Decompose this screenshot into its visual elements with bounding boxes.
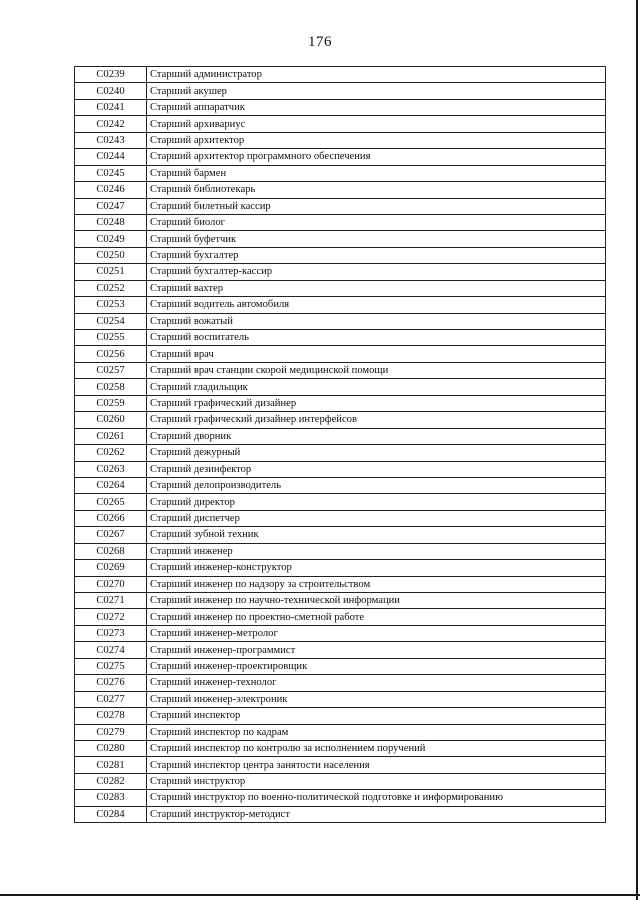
table-row bbox=[75, 494, 606, 510]
occupation-name: Старший бармен bbox=[147, 165, 606, 181]
occupation-name: Старший архитектор bbox=[147, 132, 606, 148]
occupation-code: C0281 bbox=[75, 757, 147, 773]
occupation-name: Старший аппаратчик bbox=[147, 99, 606, 115]
occupation-name: Старший инженер по научно-технической информации bbox=[147, 593, 606, 609]
table-row bbox=[75, 625, 606, 641]
table-row bbox=[75, 149, 606, 165]
occupation-name: Старший инженер-проектировщик bbox=[147, 658, 606, 674]
occupation-code: C0242 bbox=[75, 116, 147, 132]
occupation-code: C0274 bbox=[75, 642, 147, 658]
occupation-code: C0243 bbox=[75, 132, 147, 148]
occupation-code: C0272 bbox=[75, 609, 147, 625]
occupation-code: C0247 bbox=[75, 198, 147, 214]
table-row bbox=[75, 67, 606, 83]
occupation-code: C0276 bbox=[75, 675, 147, 691]
page-border-bottom bbox=[0, 894, 640, 896]
table-row bbox=[75, 362, 606, 378]
occupation-name: Старший инструктор-методист bbox=[147, 806, 606, 822]
occupation-code: C0254 bbox=[75, 313, 147, 329]
table-row bbox=[75, 297, 606, 313]
occupation-code: C0240 bbox=[75, 83, 147, 99]
table-row bbox=[75, 477, 606, 493]
table-row bbox=[75, 773, 606, 789]
occupation-code: C0241 bbox=[75, 99, 147, 115]
occupation-code: C0260 bbox=[75, 412, 147, 428]
occupation-name: Старший буфетчик bbox=[147, 231, 606, 247]
occupation-code: C0264 bbox=[75, 477, 147, 493]
occupation-code: C0246 bbox=[75, 182, 147, 198]
occupation-name: Старший инженер по проектно-сметной работе bbox=[147, 609, 606, 625]
table-row bbox=[75, 609, 606, 625]
occupation-code: C0261 bbox=[75, 428, 147, 444]
table-row bbox=[75, 132, 606, 148]
table-row bbox=[75, 264, 606, 280]
occupation-name: Старший инженер-метролог bbox=[147, 625, 606, 641]
occupation-name: Старший администратор bbox=[147, 67, 606, 83]
occupation-name: Старший врач станции скорой медицинской помощи bbox=[147, 362, 606, 378]
occupation-code: C0270 bbox=[75, 576, 147, 592]
occupation-code: C0253 bbox=[75, 297, 147, 313]
occupation-code: C0251 bbox=[75, 264, 147, 280]
occupation-name: Старший инспектор по кадрам bbox=[147, 724, 606, 740]
occupation-name: Старший вожатый bbox=[147, 313, 606, 329]
occupation-name: Старший инженер-программист bbox=[147, 642, 606, 658]
occupation-code: C0256 bbox=[75, 346, 147, 362]
table-row bbox=[75, 231, 606, 247]
occupation-name: Старший инструктор bbox=[147, 773, 606, 789]
occupation-code: C0255 bbox=[75, 330, 147, 346]
occupation-name: Старший водитель автомобиля bbox=[147, 297, 606, 313]
occupation-code: C0248 bbox=[75, 214, 147, 230]
occupation-code: C0259 bbox=[75, 395, 147, 411]
occupation-name: Старший инженер-электроник bbox=[147, 691, 606, 707]
table-row bbox=[75, 510, 606, 526]
occupation-name: Старший билетный кассир bbox=[147, 198, 606, 214]
table-row bbox=[75, 214, 606, 230]
table-row bbox=[75, 543, 606, 559]
occupation-name: Старший инспектор центра занятости населения bbox=[147, 757, 606, 773]
occupation-name: Старший дежурный bbox=[147, 445, 606, 461]
occupation-name: Старший инженер по надзору за строительством bbox=[147, 576, 606, 592]
occupation-code: C0244 bbox=[75, 149, 147, 165]
occupation-name: Старший делопроизводитель bbox=[147, 477, 606, 493]
occupation-name: Старший бухгалтер-кассир bbox=[147, 264, 606, 280]
occupation-code: C0258 bbox=[75, 379, 147, 395]
table-row bbox=[75, 757, 606, 773]
occupation-name: Старший инспектор bbox=[147, 708, 606, 724]
occupation-name: Старший архивариус bbox=[147, 116, 606, 132]
occupation-code: C0280 bbox=[75, 740, 147, 756]
table-row bbox=[75, 182, 606, 198]
table-row bbox=[75, 247, 606, 263]
occupation-table-body bbox=[75, 67, 606, 823]
table-row bbox=[75, 99, 606, 115]
occupation-name: Старший инженер-конструктор bbox=[147, 560, 606, 576]
occupation-name: Старший архитектор программного обеспечения bbox=[147, 149, 606, 165]
table-row bbox=[75, 740, 606, 756]
occupation-code: C0268 bbox=[75, 543, 147, 559]
occupation-name: Старший зубной техник bbox=[147, 527, 606, 543]
table-row bbox=[75, 445, 606, 461]
page-border-right bbox=[636, 0, 638, 900]
table-row bbox=[75, 280, 606, 296]
table-row bbox=[75, 165, 606, 181]
occupation-name: Старший дезинфектор bbox=[147, 461, 606, 477]
table-row bbox=[75, 346, 606, 362]
table-row bbox=[75, 461, 606, 477]
table-row bbox=[75, 708, 606, 724]
table-row bbox=[75, 330, 606, 346]
occupation-code: C0284 bbox=[75, 806, 147, 822]
occupation-name: Старший инструктор по военно-политической подготовке и информированию bbox=[147, 790, 606, 806]
table-row bbox=[75, 675, 606, 691]
table-row bbox=[75, 198, 606, 214]
occupation-name: Старший графический дизайнер bbox=[147, 395, 606, 411]
table-row bbox=[75, 593, 606, 609]
page-number: 176 bbox=[308, 34, 332, 50]
occupation-code: C0273 bbox=[75, 625, 147, 641]
occupation-code: C0266 bbox=[75, 510, 147, 526]
occupation-name: Старший бухгалтер bbox=[147, 247, 606, 263]
occupation-name: Старший инженер bbox=[147, 543, 606, 559]
occupation-code: C0282 bbox=[75, 773, 147, 789]
table-row bbox=[75, 576, 606, 592]
table-row bbox=[75, 116, 606, 132]
occupation-table bbox=[74, 66, 606, 823]
occupation-code: C0277 bbox=[75, 691, 147, 707]
occupation-name: Старший инспектор по контролю за исполнением поручений bbox=[147, 740, 606, 756]
occupation-code: C0257 bbox=[75, 362, 147, 378]
occupation-name: Старший биолог bbox=[147, 214, 606, 230]
occupation-name: Старший диспетчер bbox=[147, 510, 606, 526]
table-row bbox=[75, 395, 606, 411]
occupation-code: C0262 bbox=[75, 445, 147, 461]
occupation-name: Старший библиотекарь bbox=[147, 182, 606, 198]
table-row bbox=[75, 806, 606, 822]
occupation-name: Старший гладильщик bbox=[147, 379, 606, 395]
table-row bbox=[75, 642, 606, 658]
occupation-code: C0283 bbox=[75, 790, 147, 806]
occupation-code: C0269 bbox=[75, 560, 147, 576]
table-row bbox=[75, 313, 606, 329]
occupation-code: C0249 bbox=[75, 231, 147, 247]
table-row bbox=[75, 560, 606, 576]
occupation-code: C0278 bbox=[75, 708, 147, 724]
occupation-code: C0252 bbox=[75, 280, 147, 296]
occupation-code: C0265 bbox=[75, 494, 147, 510]
table-row bbox=[75, 412, 606, 428]
occupation-name: Старший акушер bbox=[147, 83, 606, 99]
occupation-code: C0267 bbox=[75, 527, 147, 543]
table-row bbox=[75, 428, 606, 444]
occupation-code: C0250 bbox=[75, 247, 147, 263]
occupation-name: Старший директор bbox=[147, 494, 606, 510]
table-row bbox=[75, 379, 606, 395]
occupation-code: C0263 bbox=[75, 461, 147, 477]
occupation-name: Старший врач bbox=[147, 346, 606, 362]
occupation-code: C0245 bbox=[75, 165, 147, 181]
table-row bbox=[75, 527, 606, 543]
occupation-name: Старший графический дизайнер интерфейсов bbox=[147, 412, 606, 428]
occupation-name: Старший вахтер bbox=[147, 280, 606, 296]
occupation-name: Старший инженер-технолог bbox=[147, 675, 606, 691]
occupation-code: C0239 bbox=[75, 67, 147, 83]
occupation-code: C0279 bbox=[75, 724, 147, 740]
table-row bbox=[75, 724, 606, 740]
occupation-code: C0271 bbox=[75, 593, 147, 609]
table-row bbox=[75, 691, 606, 707]
table-row bbox=[75, 790, 606, 806]
table-row bbox=[75, 658, 606, 674]
occupation-name: Старший дворник bbox=[147, 428, 606, 444]
occupation-code: C0275 bbox=[75, 658, 147, 674]
table-row bbox=[75, 83, 606, 99]
occupation-name: Старший воспитатель bbox=[147, 330, 606, 346]
